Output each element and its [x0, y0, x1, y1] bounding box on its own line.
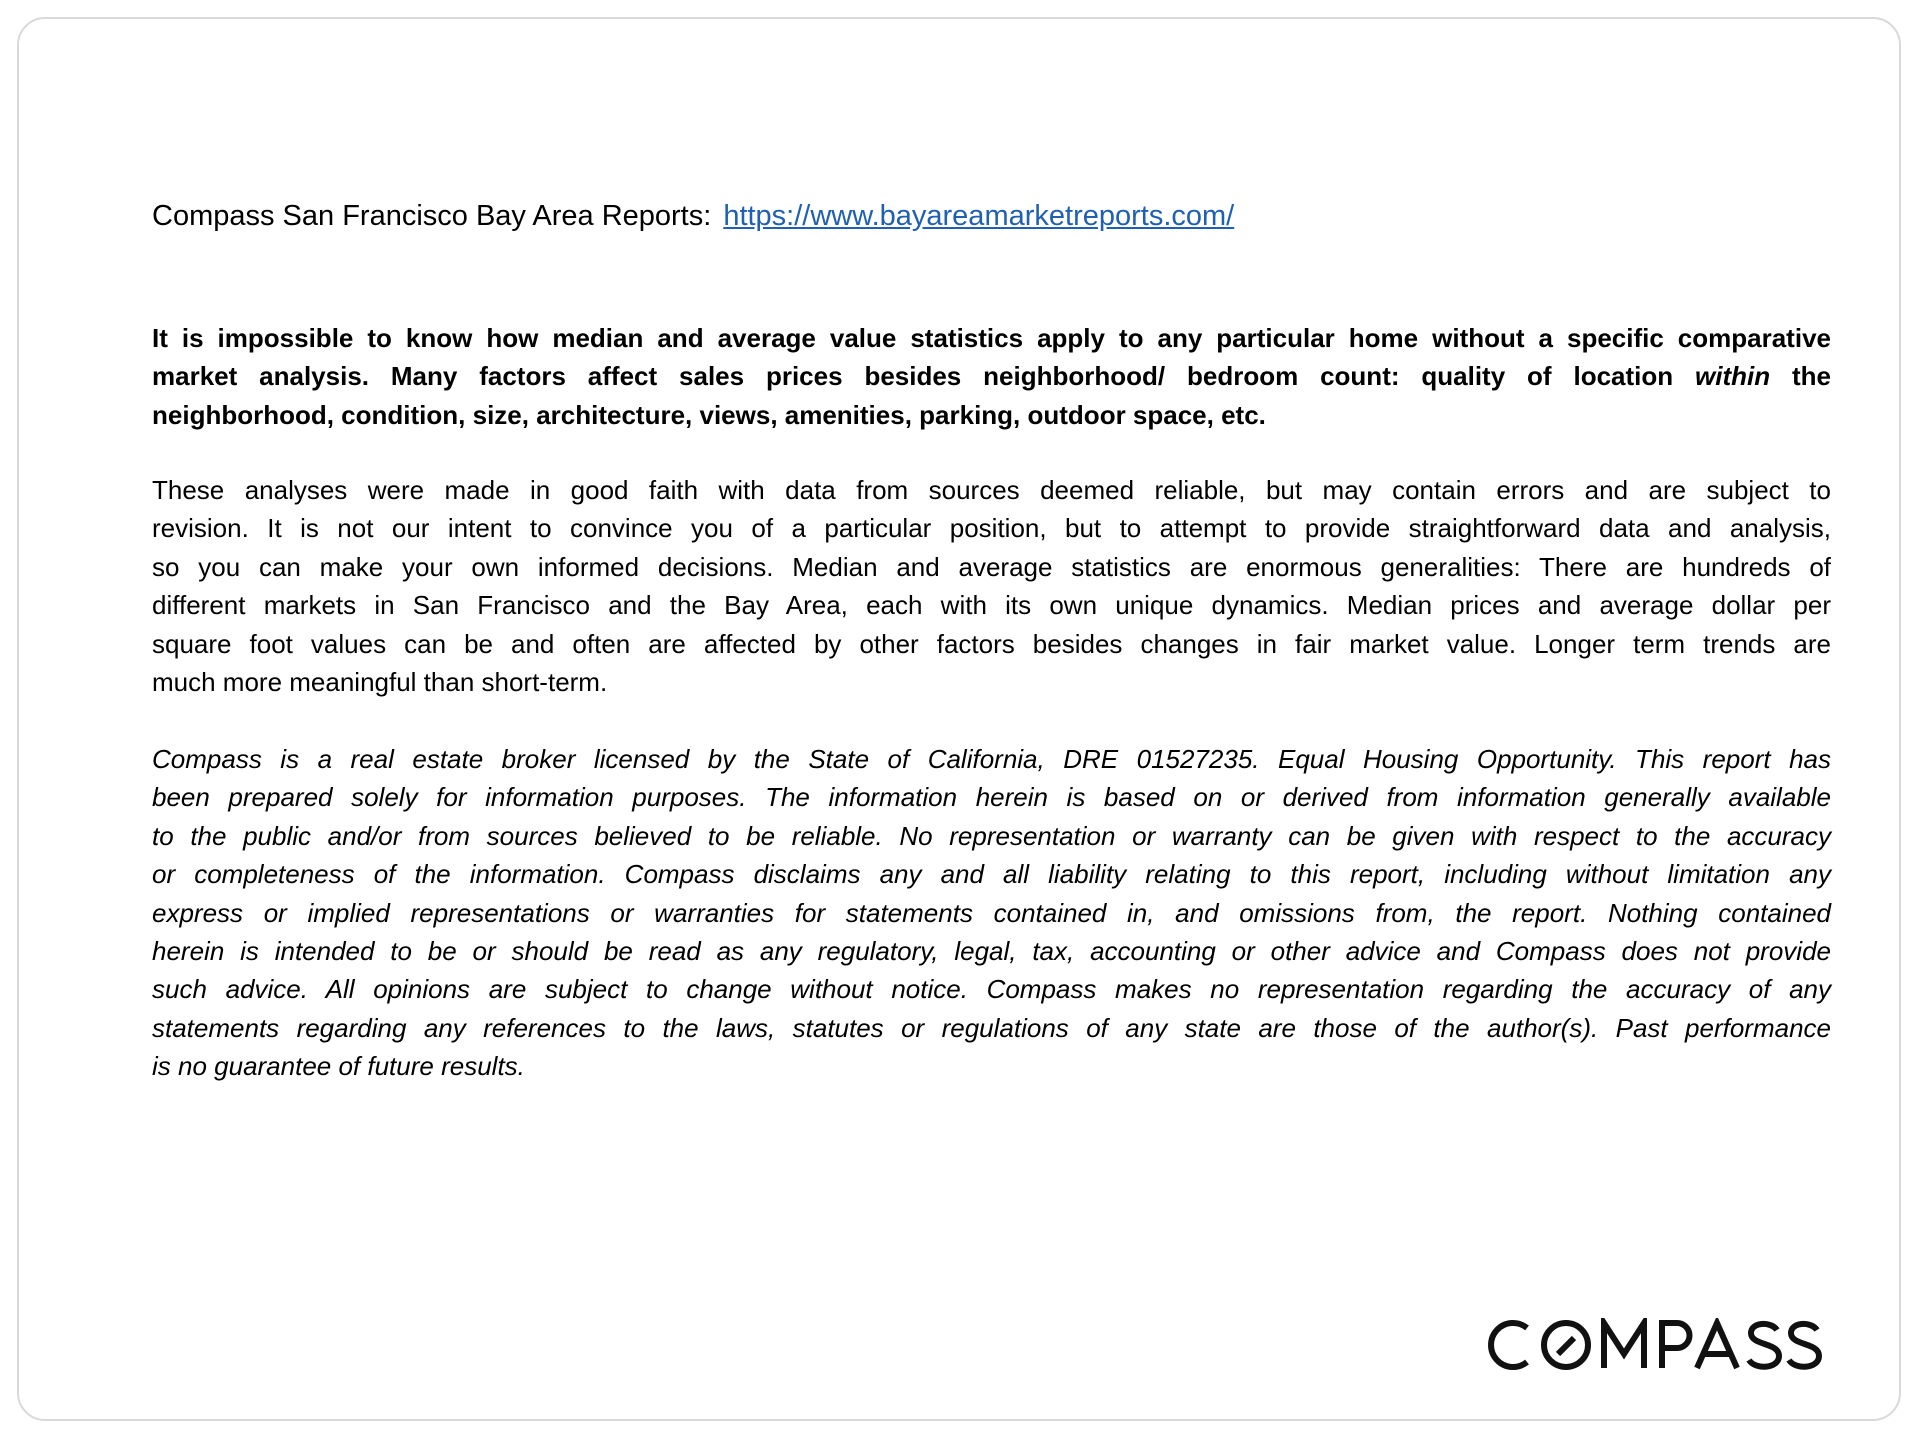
paragraph-line: different markets in San Francisco and the Bay Area, each with its own unique dynamics. Median prices and average dollar per: [152, 590, 1831, 621]
disclaimer-bold-paragraph: [152, 319, 1831, 434]
reports-heading: [152, 200, 1234, 233]
paragraph-line: such advice. All opinions are subject to change without notice. Compass makes no representation regarding the accuracy of any: [152, 974, 1831, 1005]
paragraph-line: herein is intended to be or should be read as any regulatory, legal, tax, accounting or other advice and Compass does not provide: [152, 935, 1831, 966]
paragraph-line: neighborhood, condition, size, architecture, views, amenities, parking, outdoor space, etc.: [152, 399, 1266, 430]
paragraph-line: or completeness of the information. Compass disclaims any and all liability relating to this report, including without limitation any: [152, 859, 1831, 890]
paragraph-line: market analysis. Many factors affect sales prices besides neighborhood/ bedroom count: quality of location within the: [152, 361, 1831, 392]
reports-label: Compass San Francisco Bay Area Reports:: [152, 200, 712, 232]
paragraph-line: been prepared solely for information purposes. The information herein is based on or derived from information generally available: [152, 782, 1831, 813]
paragraph-line: It is impossible to know how median and average value statistics apply to any particular home without a specific comparative: [152, 323, 1831, 353]
paragraph-line: much more meaningful than short-term.: [152, 666, 608, 697]
paragraph-line: These analyses were made in good faith with data from sources deemed reliable, but may contain errors and are subject to: [152, 475, 1831, 505]
reports-link[interactable]: https://www.bayareamarketreports.com/: [723, 200, 1235, 232]
emphasis-within: within: [1695, 361, 1771, 392]
paragraph-line: is no guarantee of future results.: [152, 1051, 525, 1082]
compass-logo: [1487, 1318, 1822, 1372]
paragraph-line: revision. It is not our intent to convince you of a particular position, but to attempt to provide straightforward data and analysis,: [152, 513, 1831, 544]
paragraph-line: so you can make your own informed decisions. Median and average statistics are enormous generalities: There are hundreds of: [152, 551, 1831, 582]
analysis-note-paragraph: [152, 471, 1831, 701]
legal-paragraph: [152, 740, 1831, 1086]
paragraph-line: express or implied representations or warranties for statements contained in, and omissions from, the report. Nothing contained: [152, 897, 1831, 928]
paragraph-line: to the public and/or from sources believed to be reliable. No representation or warranty can be given with respect to the accuracy: [152, 820, 1831, 851]
paragraph-line: square foot values can be and often are affected by other factors besides changes in fair market value. Longer term trends are: [152, 628, 1831, 659]
paragraph-line: Compass is a real estate broker licensed by the State of California, DRE 01527235. Equal Housing Opportunity. This report has: [152, 744, 1831, 774]
paragraph-line: statements regarding any references to the laws, statutes or regulations of any state are those of the author(s). Past performance: [152, 1012, 1831, 1043]
